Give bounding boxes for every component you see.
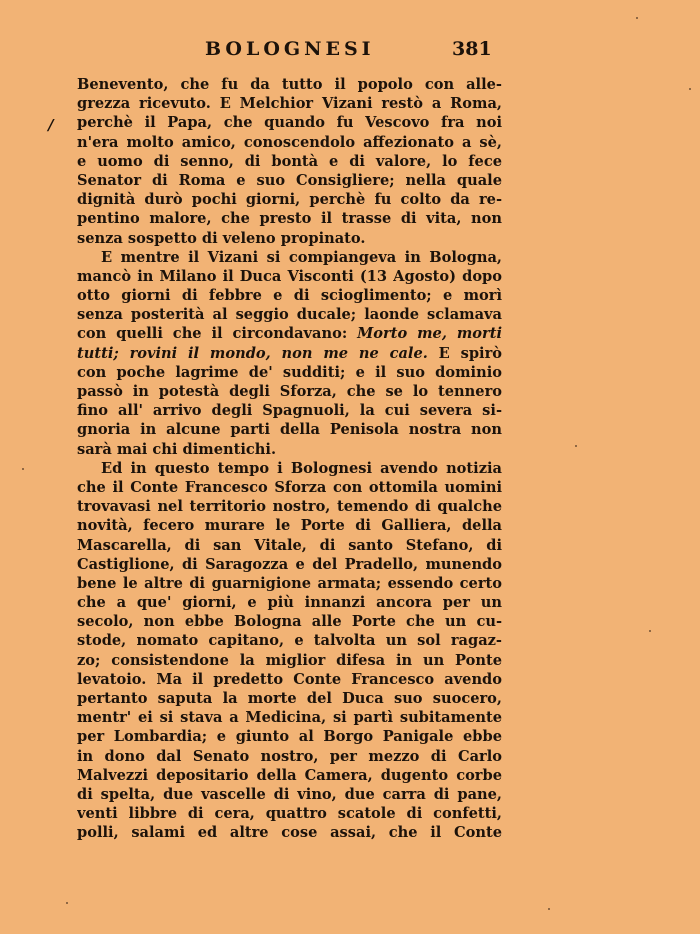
text-line: Mascarella, di san Vitale, di santo Stefano, di	[77, 536, 502, 554]
text-line: tutti; rovini il mondo, non me ne cale. E spirò	[77, 344, 502, 362]
text-line: grezza ricevuto. E Melchior Vizani restò a Roma,	[77, 95, 502, 113]
text-line: senza sospetto di veleno propinato.	[77, 229, 366, 247]
text-line: Benevento, che fu da tutto il popolo con alle-	[77, 76, 502, 93]
page-header	[0, 38, 700, 68]
text-line: trovavasi nel territorio nostro, temendo di qualche	[77, 498, 502, 516]
text-line: mancò in Milano il Duca Visconti (13 Agosto) dopo	[77, 267, 502, 285]
text-line: pentino malore, che presto il trasse di vita, non	[77, 210, 502, 228]
print-speck	[22, 468, 24, 470]
print-speck	[548, 908, 550, 910]
text-line: polli, salami ed altre cose assai, che il Conte	[77, 824, 502, 842]
text-line: otto giorni di febbre e di scioglimento; e morì	[77, 287, 502, 305]
text-line: Castiglione, di Saragozza e del Pradello, munendo	[77, 555, 502, 573]
text-line: fino all' arrivo degli Spagnuoli, la cui severa si-	[77, 402, 502, 420]
text-line: che il Conte Francesco Sforza con ottomila uomini	[77, 478, 502, 496]
text-line: E mentre il Vizani si compiangeva in Bologna,	[101, 248, 502, 266]
text-line: con quelli che il circondavano: Morto me, morti	[77, 325, 502, 343]
print-speck	[689, 88, 691, 90]
print-speck	[575, 445, 577, 447]
print-speck	[636, 17, 638, 19]
text-line: Senator di Roma e suo Consigliere; nella quale	[77, 171, 502, 189]
text-line: senza posterità al seggio ducale; laonde sclamava	[77, 306, 502, 324]
text-line: dignità durò pochi giorni, perchè fu colto da re-	[77, 191, 502, 209]
text-line: venti libbre di cera, quattro scatole di confetti,	[77, 805, 502, 823]
text-line: gnoria in alcune parti della Penisola nostra non	[77, 421, 502, 439]
text-line: per Lombardia; e giunto al Borgo Panigale ebbe	[77, 728, 502, 746]
text-line: secolo, non ebbe Bologna alle Porte che un cu-	[77, 613, 502, 631]
text-line: zo; consistendone la miglior difesa in un Ponte	[77, 651, 502, 669]
text-line: novità, fecero murare le Porte di Galliera, della	[77, 517, 502, 535]
text-line: di spelta, due vascelle di vino, due carra di pane,	[77, 785, 502, 803]
text-line: Malvezzi depositario della Camera, dugento corbe	[77, 766, 502, 784]
text-line: sarà mai chi dimentichi.	[77, 440, 277, 458]
text-line: levatoio. Ma il predetto Conte Francesco avendo	[77, 670, 502, 688]
text-line: che a que' giorni, e più innanzi ancora per un	[77, 594, 502, 612]
print-speck	[649, 630, 651, 632]
text-line: bene le altre di guarnigione armata; essendo certo	[77, 574, 502, 592]
text-line: mentr' ei si stava a Medicina, si partì subitamente	[77, 709, 502, 727]
body-text	[77, 75, 502, 843]
text-line: e uomo di senno, di bontà e di valore, lo fece	[77, 152, 502, 170]
text-line: Ed in questo tempo i Bolognesi avendo notizia	[101, 459, 502, 477]
text-line: in dono dal Senato nostro, per mezzo di Carlo	[77, 747, 502, 765]
text-line: passò in potestà degli Sforza, che se lo tennero	[77, 383, 502, 400]
text-line: con poche lagrime de' sudditi; e il suo dominio	[77, 363, 502, 381]
running-head: BOLOGNESI	[205, 38, 375, 60]
print-speck	[66, 902, 68, 904]
margin-mark: /	[48, 116, 54, 134]
text-line: pertanto saputa la morte del Duca suo suocero,	[77, 690, 502, 707]
page-number: 381	[452, 38, 492, 60]
text-line: stode, nomato capitano, e talvolta un sol ragaz-	[77, 632, 502, 650]
text-line: perchè il Papa, che quando fu Vescovo fra noi	[77, 114, 502, 132]
text-line: n'era molto amico, conoscendolo affezionato a sè,	[77, 133, 502, 151]
